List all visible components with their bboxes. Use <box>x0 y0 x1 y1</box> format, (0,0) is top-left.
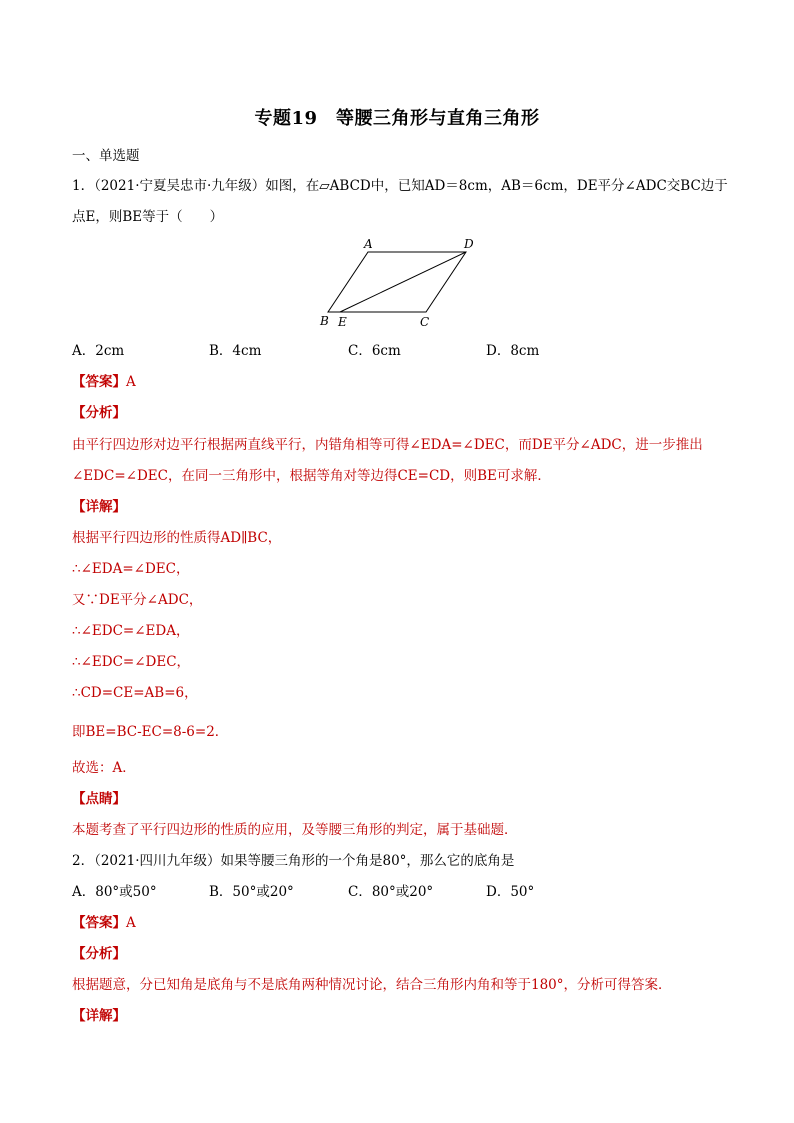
detail-line: ∴∠EDA=∠DEC， <box>72 561 190 577</box>
question-1-stem-line-2: 点E，则BE等于（ ） <box>72 209 224 225</box>
answer-tag: 【答案】 <box>72 374 126 390</box>
question-1-analysis-tag: 【分析】 <box>72 405 126 421</box>
question-2-stem: 2．（2021·四川九年级）如果等腰三角形的一个角是80°，那么它的底角是 <box>72 853 515 869</box>
page-title: 专题19 等腰三角形与直角三角形 <box>254 108 540 129</box>
label-b: B <box>320 314 329 328</box>
label-c: C <box>420 315 430 329</box>
detail-line: 又∵DE平分∠ADC， <box>72 592 203 608</box>
question-1-answer <box>72 372 136 392</box>
question-2-analysis: 根据题意，分已知角是底角与不是底角两种情况讨论，结合三角形内角和等于180°，分析可得答案． <box>72 977 672 993</box>
question-2-option-c: C．80°或20° <box>348 884 434 900</box>
detail-line: ∴∠EDC=∠EDA， <box>72 623 190 639</box>
parallelogram-abcd <box>328 252 466 312</box>
question-2-option-d: D．50° <box>486 884 535 900</box>
question-2-answer <box>72 913 136 933</box>
segment-de <box>340 252 466 312</box>
question-1-comment-tag: 【点睛】 <box>72 791 126 807</box>
label-e: E <box>338 315 347 329</box>
parallelogram-figure <box>310 234 480 330</box>
question-1-option-b: B．4cm <box>209 343 262 359</box>
question-2-option-b: B．50°或20° <box>209 884 294 900</box>
question-2-detail-tag: 【详解】 <box>72 1008 126 1024</box>
label-a: A <box>364 237 373 251</box>
question-1-option-d: D．8cm <box>486 343 540 359</box>
question-2-analysis-tag: 【分析】 <box>72 946 126 962</box>
question-1-choose: 故选：A． <box>72 760 136 776</box>
question-1-option-c: C．6cm <box>348 343 401 359</box>
question-1-detail-tag: 【详解】 <box>72 499 126 515</box>
question-1-analysis-line-2: ∠EDC=∠DEC，在同一三角形中，根据等角对等边得CE=CD，则BE可求解． <box>72 468 551 484</box>
question-2-option-a: A．80°或50° <box>72 884 157 900</box>
label-d: D <box>464 237 474 251</box>
question-1-stem-line-1: 1．（2021·宁夏吴忠市·九年级）如图，在▱ABCD中，已知AD＝8cm，AB＝6cm，DE平分∠ADC交BC边于 <box>72 178 728 194</box>
detail-line: ∴CD=CE=AB=6， <box>72 685 198 701</box>
detail-line: 根据平行四边形的性质得AD∥BC， <box>72 530 282 546</box>
question-1-option-a: A．2cm <box>72 343 125 359</box>
detail-line: ∴∠EDC=∠DEC， <box>72 654 191 670</box>
section-heading: 一、单选题 <box>72 148 140 164</box>
answer-value: A <box>126 915 136 931</box>
answer-tag: 【答案】 <box>72 915 126 931</box>
detail-line: 即BE=BC-EC=8-6=2． <box>72 724 229 740</box>
answer-value: A <box>126 374 136 390</box>
question-1-analysis-line-1: 由平行四边形对边平行根据两直线平行，内错角相等可得∠EDA=∠DEC，而DE平分∠ADC，进一步推出 <box>72 437 703 453</box>
question-1-comment: 本题考查了平行四边形的性质的应用，及等腰三角形的判定，属于基础题． <box>72 822 518 838</box>
